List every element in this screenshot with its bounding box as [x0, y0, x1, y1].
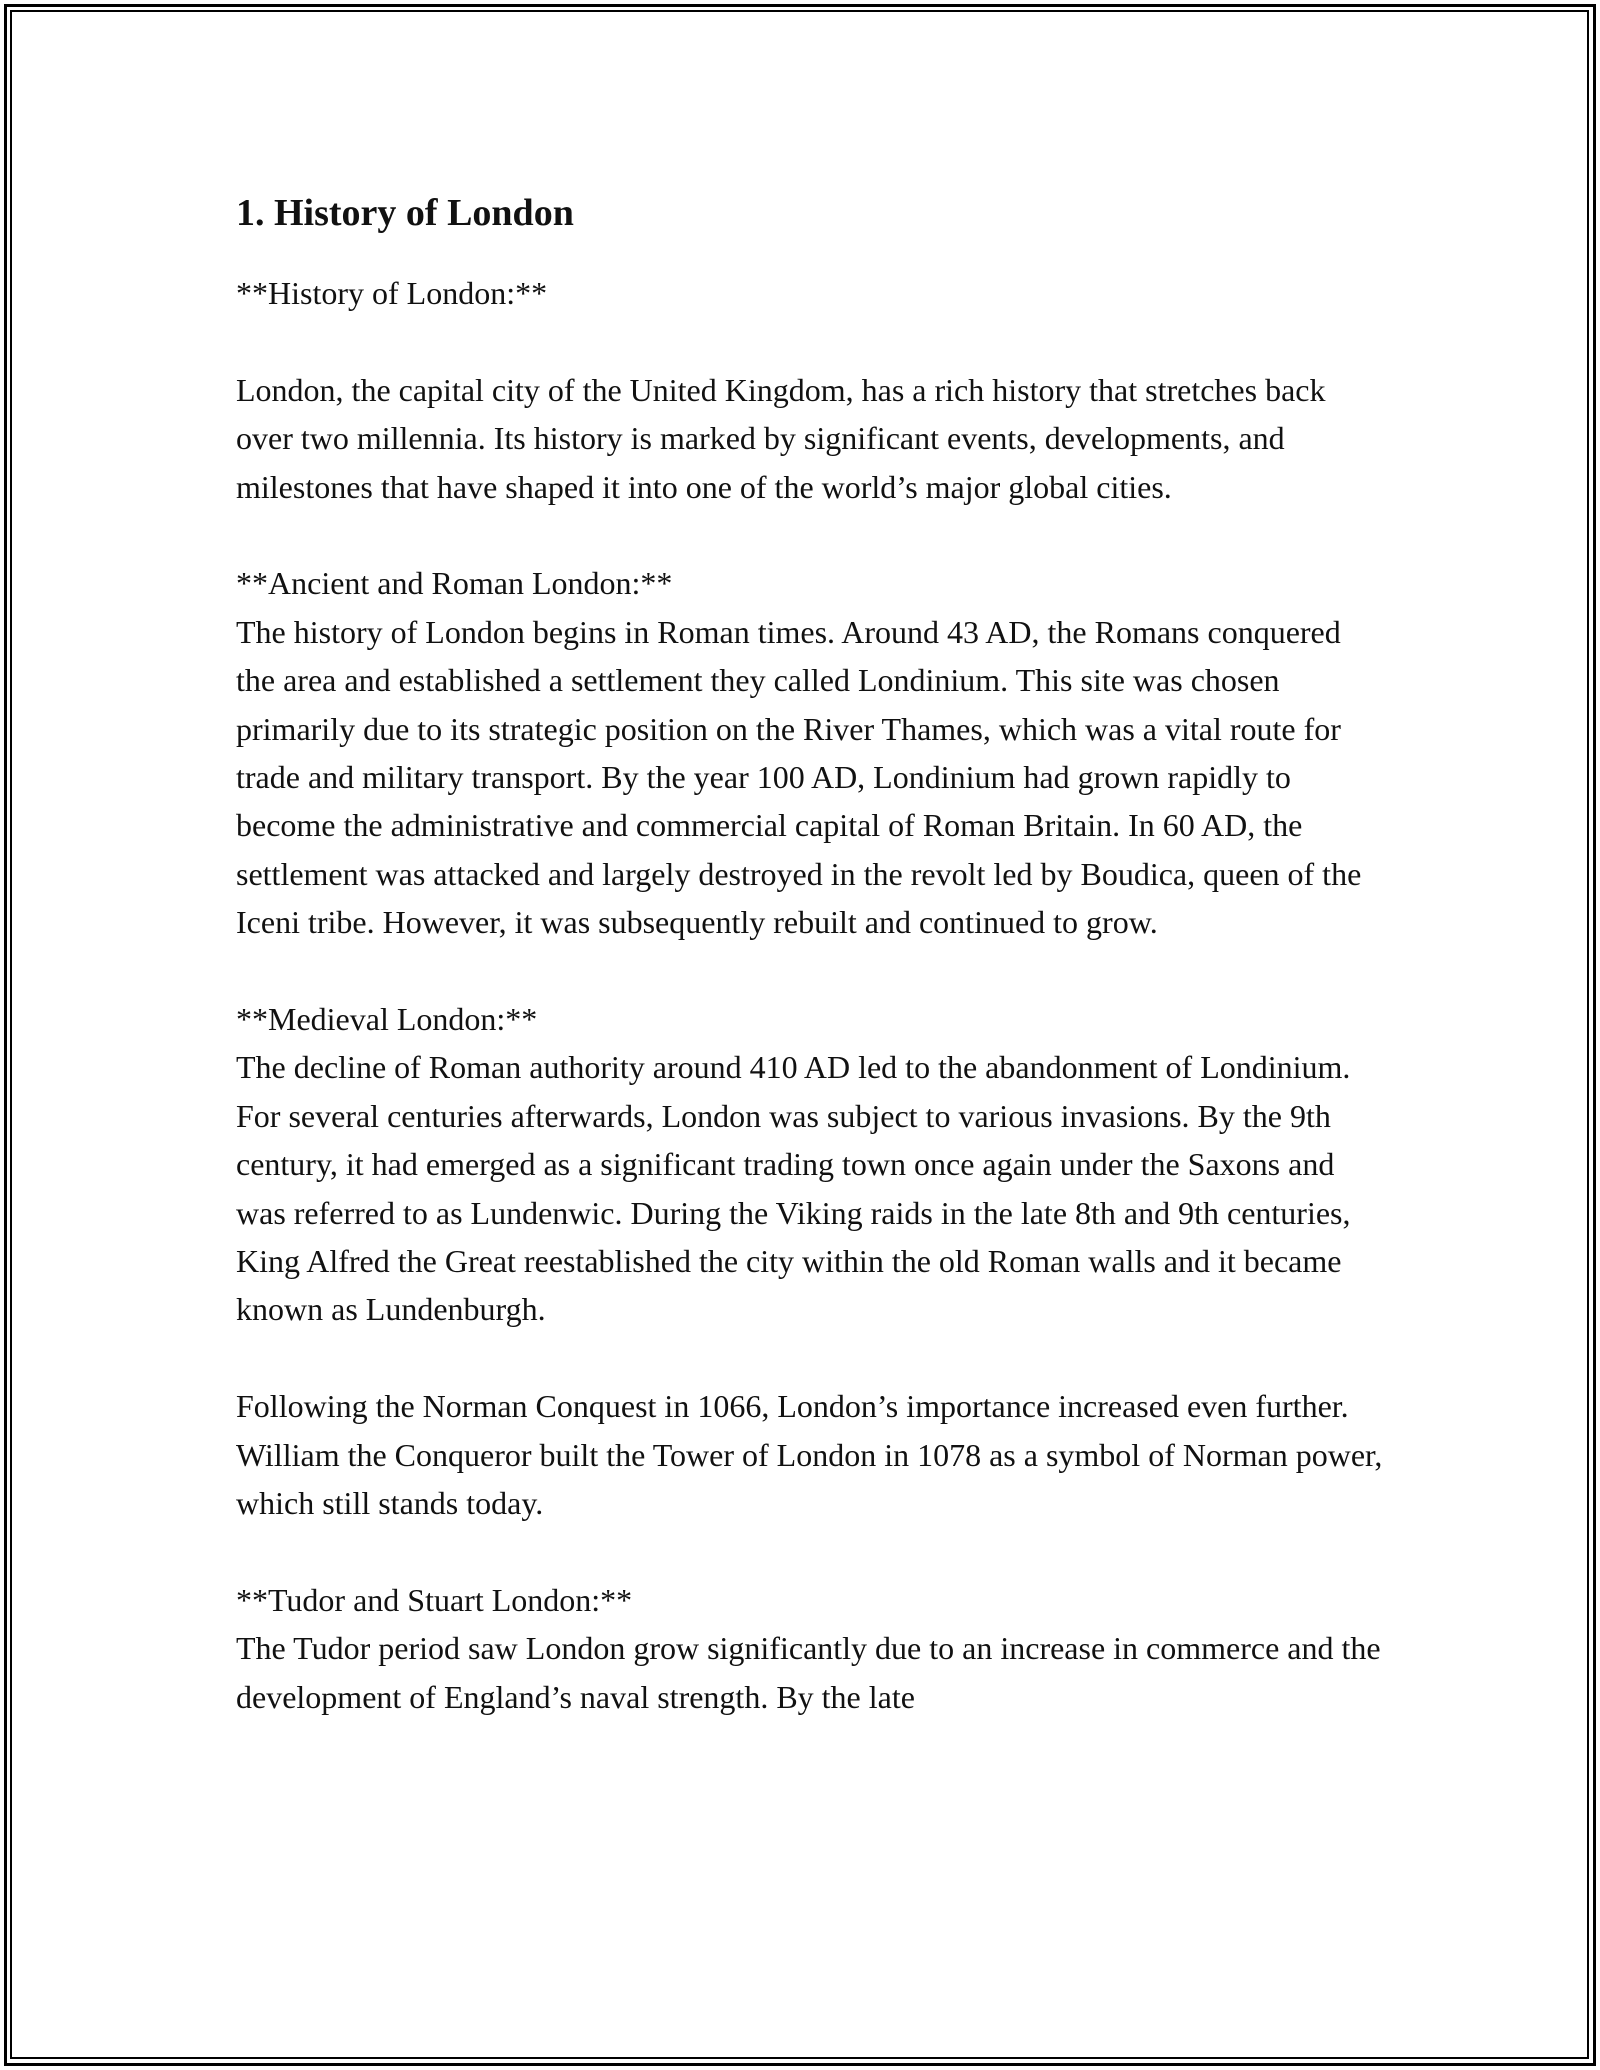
roman-paragraph: The history of London begins in Roman times. Around 43 AD, the Romans conquered the area and established a settlement they called Londinium. This site was chosen primarily due to its strategic position on the River Thames, which was a vital route for trade and military transport. By the year 100 AD, Londinium had grown rapidly to become the administrative and commercial capital of Roman Britain. In 60 AD, the settlement was attacked and largely destroyed in the revolt led by Boudica, queen of the Iceni tribe. However, it was subsequently rebuilt and continued to grow.: [236, 613, 1362, 941]
blank-line: [236, 1528, 1386, 1576]
tudor-paragraph: The Tudor period saw London grow significantly due to an increase in commerce and the development of England’s naval strength. By the late: [236, 1630, 1381, 1715]
section-heading-history: **History of London:**: [236, 275, 548, 311]
document-title: 1. History of London: [236, 192, 574, 234]
medieval-paragraph: The decline of Roman authority around 410 AD led to the abandonment of Londinium. For several centuries afterwards, London was subject to various invasions. By the 9th century, it had emerged as a significant trading town once again under the Saxons and was referred to as Lundenwic. During the Viking raids in the late 8th and 9th centuries, King Alfred the Great reestablished the city within the old Roman walls and it became known as Lundenburgh.: [236, 1049, 1351, 1328]
blank-line: [236, 511, 1386, 559]
document-body: [236, 186, 1386, 1721]
blank-line: [236, 1334, 1386, 1382]
blank-line: [236, 317, 1386, 365]
section-heading-tudor: **Tudor and Stuart London:**: [236, 1581, 633, 1618]
intro-paragraph: London, the capital city of the United Kingdom, has a rich history that stretches back over two millennia. Its history is marked by significant events, developments, and milestones that have shaped it into one of the world’s major global cities.: [236, 371, 1326, 505]
blank-line: [236, 947, 1386, 995]
section-heading-roman: **Ancient and Roman London:**: [236, 565, 673, 602]
section-heading-medieval: **Medieval London:**: [236, 1001, 538, 1038]
norman-paragraph: Following the Norman Conquest in 1066, London’s importance increased even further. William the Conqueror built the Tower of London in 1078 as a symbol of Norman power, which still stands today.: [236, 1388, 1383, 1522]
